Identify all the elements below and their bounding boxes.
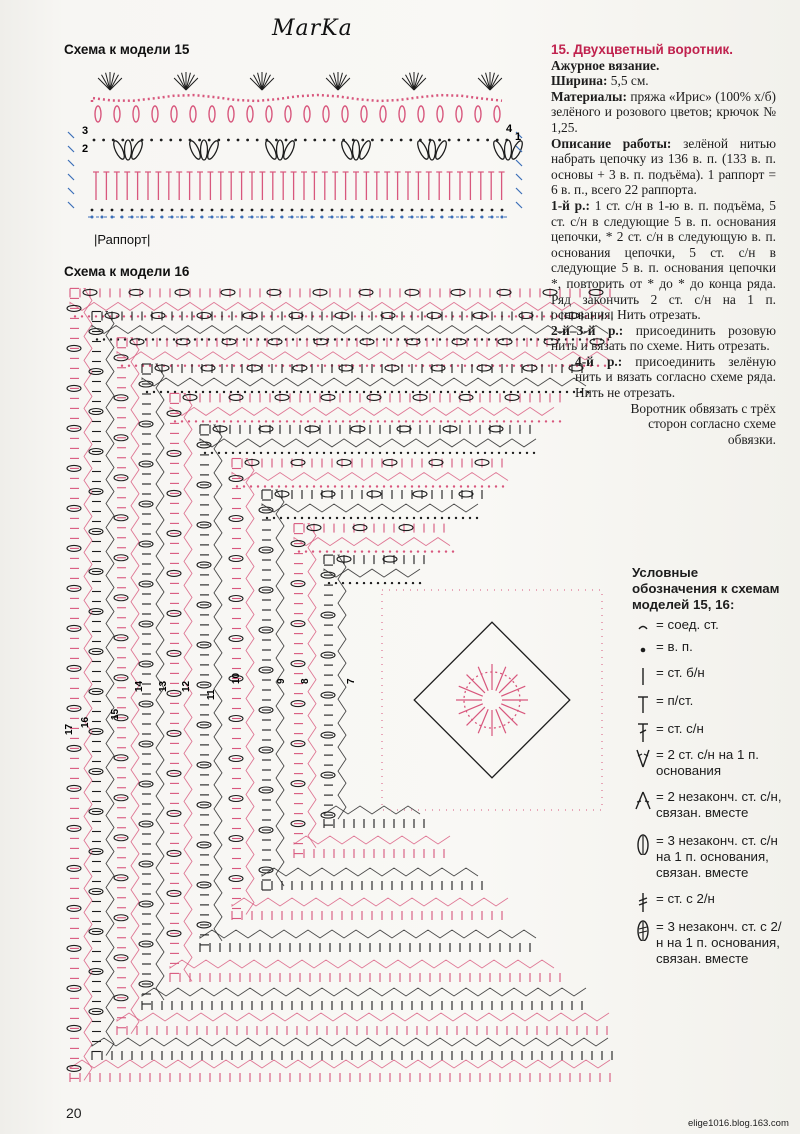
legend-item <box>632 789 782 821</box>
row-label-17: 17 <box>64 723 75 735</box>
cluster3-icon <box>632 833 654 855</box>
row1-value: 1 ст. с/н в 1-ю в. п. подъёма, 5 ст. с/н в следующие 5 в. п. основания цепочки, * 2 ст. с/н в следующую в. п. основания цепочки, 5 ст. с/н в следующие 5 в. п. основания цепочки *, повторить от * до * до конца ряда. Ряд закончить 2 ст. с/н на 1 п. основания. Нить отрезать. <box>551 197 776 323</box>
work-value: зелёной нитью набрать цепочку из 136 в. п. (133 в. п. основы + 3 в. п. подъёма). 1 раппорт = 6 в. п., всего 22 раппорта. <box>551 135 776 198</box>
row4-label: 4-й р.: <box>575 353 623 369</box>
dc2tog-icon <box>632 789 654 811</box>
legend-item-text: = ст. б/н <box>656 665 705 680</box>
row-label-7: 7 <box>346 678 357 684</box>
legend-item-text: = в. п. <box>656 639 693 654</box>
footer-url: elige1016.blog.163.com <box>688 1118 789 1129</box>
scheme-15-row-3-label: 3 <box>82 125 89 137</box>
scheme-16-grid <box>67 288 612 1082</box>
chain-stitch-icon <box>632 639 654 661</box>
legend-item-text: = 2 незаконч. ст. с/н, связан. вместе <box>656 789 782 820</box>
row23-label: 2-й–3-й р.: <box>551 322 624 338</box>
scheme-15-row-4-label: 4 <box>506 123 513 135</box>
legend-item <box>632 693 782 709</box>
scheme-15-title: Схема к модели 15 <box>64 42 190 57</box>
row-label-11: 11 <box>206 689 217 700</box>
scheme-16-title: Схема к модели 16 <box>64 264 190 279</box>
page-number: 20 <box>66 1105 82 1121</box>
scheme-15-body <box>68 106 524 219</box>
scheme-15-row-2-label: 2 <box>82 143 89 155</box>
legend-item-text: = 2 ст. с/н на 1 п. основания <box>656 747 759 778</box>
scheme-15-row-1-label: 1 <box>515 131 522 143</box>
scheme-16-diagram <box>62 280 627 1100</box>
legend-item-text: = ст. с 2/н <box>656 891 715 906</box>
width-label: Ширина: <box>551 73 608 89</box>
legend-item-text: = 3 незаконч. ст. с/н на 1 п. основания, связан. вместе <box>656 833 778 880</box>
double-crochet-icon <box>632 721 654 743</box>
legend-item <box>632 639 782 655</box>
treble-cluster-icon <box>632 919 654 941</box>
description-heading: 15. Двухцветный воротник. <box>551 42 733 57</box>
legend-item <box>632 747 782 779</box>
legend-item <box>632 833 782 881</box>
row-label-9: 9 <box>276 678 287 684</box>
row-label-12: 12 <box>181 680 192 692</box>
row-label-13: 13 <box>158 680 169 692</box>
brand-watermark: MarKa <box>272 16 353 41</box>
materials-value: пряжа «Ирис» (100% х/б) зелёного и розового цветов; крючок № 1,25. <box>551 88 776 135</box>
row1-label: 1-й р.: <box>551 197 590 213</box>
legend-item <box>632 891 782 907</box>
scheme-15-diagram <box>60 62 530 237</box>
legend-item-text: = п/ст. <box>656 693 694 708</box>
row-label-10: 10 <box>231 672 242 684</box>
row23-value: присоединить розовую нить и вязать по схеме. Нить отрезать. <box>551 322 776 354</box>
half-double-icon <box>632 693 654 715</box>
legend <box>632 565 782 967</box>
description-column <box>551 42 776 447</box>
slip-stitch-icon <box>632 617 654 639</box>
width-value: 5,5 см. <box>607 73 649 89</box>
edging-text: Воротник обвязать с трёх сторон согласно схеме обвязки. <box>630 400 776 447</box>
single-crochet-icon <box>632 665 654 687</box>
rapport-label: |Раппорт| <box>94 232 151 247</box>
legend-item-text: = ст. с/н <box>656 721 704 736</box>
v-stitch-icon <box>632 747 654 769</box>
materials-label: Материалы: <box>551 88 627 104</box>
row4-value: присоединить зелёную нить и вязать согласно схеме ряда. Нить не отрезать. <box>575 353 776 401</box>
legend-item <box>632 617 782 633</box>
legend-title: Условные обозначения к схемам моделей 15, 16: <box>632 565 780 612</box>
technique: Ажурное вязание. <box>551 57 660 73</box>
legend-item <box>632 721 782 737</box>
row-label-15: 15 <box>110 708 121 720</box>
legend-item <box>632 665 782 681</box>
scheme-15-fan-row <box>92 72 502 102</box>
legend-item <box>632 919 782 967</box>
work-label: Описание работы: <box>551 135 672 151</box>
row-label-14: 14 <box>134 680 145 692</box>
row-label-8: 8 <box>300 678 311 684</box>
row-label-16: 16 <box>80 716 91 728</box>
legend-item-text: = соед. ст. <box>656 617 719 632</box>
treble-icon <box>632 891 654 913</box>
legend-item-text: = 3 незаконч. ст. с 2/н на 1 п. основания, связан. вместе <box>656 919 782 966</box>
